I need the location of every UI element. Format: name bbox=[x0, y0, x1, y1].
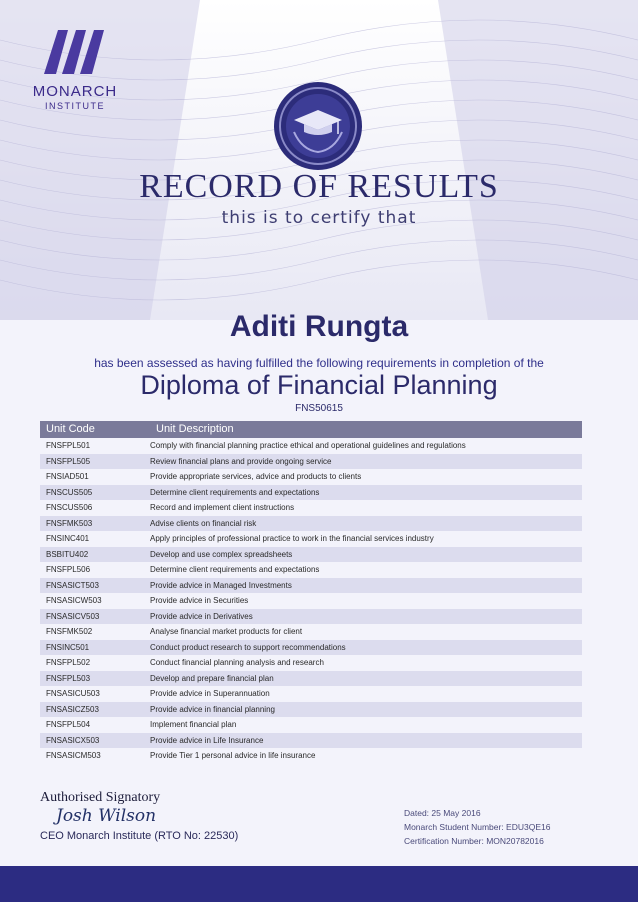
unit-description: Develop and prepare financial plan bbox=[150, 673, 274, 683]
dated: Dated: 25 May 2016 bbox=[404, 808, 481, 818]
unit-description: Determine client requirements and expectations bbox=[150, 487, 320, 497]
unit-description: Provide advice in Superannuation bbox=[150, 689, 270, 698]
unit-description: Review financial plans and provide ongoing service bbox=[150, 456, 332, 466]
table-row bbox=[40, 454, 582, 470]
unit-code: FNSINC501 bbox=[46, 642, 90, 652]
table-row bbox=[40, 438, 582, 454]
unit-code: FNSASICX503 bbox=[46, 735, 100, 745]
table-row bbox=[40, 578, 582, 594]
results-table bbox=[40, 421, 582, 764]
table-header bbox=[40, 421, 582, 438]
table-row bbox=[40, 748, 582, 764]
unit-description: Record and implement client instructions bbox=[150, 503, 295, 512]
document-title: RECORD OF RESULTS bbox=[139, 168, 499, 205]
unit-code: FNSASICZ503 bbox=[46, 704, 99, 714]
table-row bbox=[40, 593, 582, 609]
unit-code: FNSFPL504 bbox=[46, 720, 91, 729]
logo-sub: INSTITUTE bbox=[45, 101, 105, 111]
signature: Josh Wilson bbox=[56, 806, 157, 826]
unit-code: FNSASICV503 bbox=[46, 611, 100, 621]
unit-description: Implement financial plan bbox=[150, 720, 237, 729]
table-row bbox=[40, 702, 582, 718]
unit-code: FNSASICT503 bbox=[46, 580, 99, 590]
assessed-statement: has been assessed as having fulfilled the following requirements in completion of the bbox=[94, 356, 544, 370]
unit-code: FNSFPL503 bbox=[46, 673, 91, 683]
unit-description: Provide advice in Derivatives bbox=[150, 611, 253, 621]
unit-code: FNSCUS506 bbox=[46, 503, 93, 512]
monarch-logo bbox=[20, 28, 130, 111]
table-row bbox=[40, 562, 582, 578]
table-row bbox=[40, 516, 582, 532]
unit-code: FNSFMK503 bbox=[46, 518, 93, 528]
unit-description: Provide advice in financial planning bbox=[150, 704, 275, 714]
qualification-code: FNS50615 bbox=[295, 403, 343, 414]
table-row bbox=[40, 671, 582, 687]
logo-name: MONARCH bbox=[32, 83, 118, 100]
table-row bbox=[40, 531, 582, 547]
header-unit-description: Unit Description bbox=[156, 423, 234, 435]
student-number: Monarch Student Number: EDU3QE16 bbox=[404, 822, 551, 832]
table-row bbox=[40, 609, 582, 625]
unit-code: FNSFMK502 bbox=[46, 627, 93, 636]
monarch-logo-icon bbox=[40, 28, 110, 76]
unit-code: FNSASICM503 bbox=[46, 751, 101, 760]
unit-code: FNSASICU503 bbox=[46, 689, 100, 698]
unit-description: Provide Tier 1 personal advice in life insurance bbox=[150, 751, 316, 760]
unit-description: Analyse financial market products for client bbox=[150, 627, 303, 636]
table-row bbox=[40, 686, 582, 702]
unit-description: Determine client requirements and expectations bbox=[150, 565, 320, 574]
unit-description: Develop and use complex spreadsheets bbox=[150, 549, 293, 559]
unit-description: Advise clients on financial risk bbox=[150, 518, 257, 528]
table-row bbox=[40, 717, 582, 733]
footer-bar bbox=[0, 866, 638, 902]
table-row bbox=[40, 624, 582, 640]
unit-description: Apply principles of professional practice to work in the financial services industry bbox=[150, 534, 434, 543]
unit-code: FNSFPL505 bbox=[46, 456, 91, 466]
unit-description: Provide advice in Securities bbox=[150, 596, 249, 605]
unit-code: FNSINC401 bbox=[46, 534, 90, 543]
recipient-name: Aditi Rungta bbox=[229, 310, 409, 343]
unit-description: Conduct product research to support recommendations bbox=[150, 642, 346, 652]
unit-code: FNSCUS505 bbox=[46, 487, 93, 497]
certificate-meta bbox=[404, 806, 550, 848]
unit-description: Provide appropriate services, advice and products to clients bbox=[150, 472, 362, 481]
signatory-title: Authorised Signatory bbox=[40, 790, 161, 805]
unit-description: Provide advice in Life Insurance bbox=[150, 735, 264, 745]
unit-code: FNSIAD501 bbox=[46, 472, 89, 481]
table-row bbox=[40, 655, 582, 671]
unit-code: FNSFPL506 bbox=[46, 565, 91, 574]
table-row bbox=[40, 640, 582, 656]
header-unit-code: Unit Code bbox=[46, 423, 95, 435]
table-row bbox=[40, 500, 582, 516]
unit-code: FNSFPL502 bbox=[46, 658, 91, 667]
table-row bbox=[40, 547, 582, 563]
table-row bbox=[40, 485, 582, 501]
table-row bbox=[40, 469, 582, 485]
unit-code: FNSFPL501 bbox=[46, 441, 91, 450]
table-row bbox=[40, 733, 582, 749]
unit-description: Comply with financial planning practice ethical and operational guidelines and regulations bbox=[150, 441, 466, 450]
document-subtitle: this is to certify that bbox=[221, 208, 417, 228]
signatory-role: CEO Monarch Institute (RTO No: 22530) bbox=[40, 830, 239, 842]
unit-code: BSBITU402 bbox=[46, 549, 89, 559]
certification-number: Certification Number: MON20782016 bbox=[404, 836, 544, 846]
unit-description: Provide advice in Managed Investments bbox=[150, 580, 292, 590]
graduation-seal-icon bbox=[272, 80, 364, 172]
unit-description: Conduct financial planning analysis and research bbox=[150, 658, 324, 667]
qualification-title: Diploma of Financial Planning bbox=[140, 370, 498, 400]
unit-code: FNSASICW503 bbox=[46, 596, 102, 605]
